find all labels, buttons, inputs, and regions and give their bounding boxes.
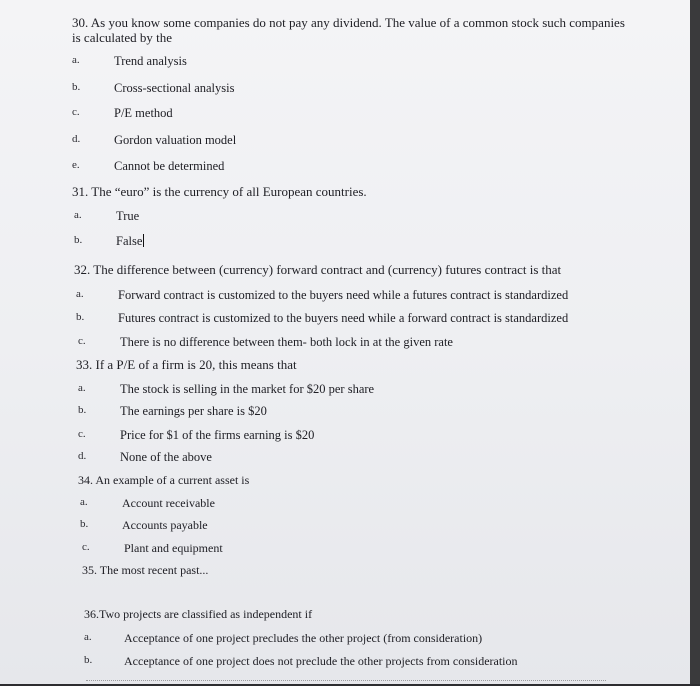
option-letter: a. bbox=[80, 496, 88, 508]
option-text: The earnings per share is $20 bbox=[120, 404, 267, 418]
question-34: 34. An example of a current asset is bbox=[78, 473, 250, 487]
option-text: True bbox=[116, 209, 140, 223]
option-letter: a. bbox=[74, 209, 82, 221]
option-text: Account receivable bbox=[122, 496, 215, 510]
option-letter: a. bbox=[72, 54, 80, 66]
option-text: Forward contract is customized to the buyers need while a futures contract is standardized bbox=[118, 288, 569, 302]
option-letter: e. bbox=[72, 159, 80, 171]
option-letter: c. bbox=[78, 428, 86, 440]
option-text: Trend analysis bbox=[114, 54, 187, 68]
option-text: Futures contract is customized to the buyers need while a forward contract is standardized bbox=[118, 311, 569, 325]
option-text: P/E method bbox=[114, 106, 173, 120]
option-letter: d. bbox=[72, 133, 81, 145]
option-letter: b. bbox=[80, 518, 89, 530]
option-letter: b. bbox=[72, 81, 81, 93]
option-text: Gordon valuation model bbox=[114, 133, 237, 147]
text-cursor bbox=[143, 234, 144, 247]
question-31: 31. The “euro” is the currency of all European countries. bbox=[72, 184, 367, 199]
option-text: Acceptance of one project does not preclude the other projects from consideration bbox=[124, 654, 518, 668]
question-30: 30. As you know some companies do not pay any dividend. The value of a common stock such companies is calculated by the bbox=[72, 15, 625, 45]
option-letter: a. bbox=[84, 631, 92, 643]
option-letter: b. bbox=[76, 311, 85, 323]
option-letter: d. bbox=[78, 450, 87, 462]
option-letter: b. bbox=[84, 654, 93, 666]
question-36: 36.Two projects are classified as independent if bbox=[84, 607, 313, 621]
option-letter: a. bbox=[78, 382, 86, 394]
option-text: Cannot be determined bbox=[114, 159, 225, 173]
option-text: Cross-sectional analysis bbox=[114, 81, 235, 95]
option-text: Plant and equipment bbox=[124, 541, 223, 555]
option-letter: c. bbox=[72, 106, 80, 118]
option-letter: a. bbox=[76, 288, 84, 300]
option-text: There is no difference between them- both lock in at the given rate bbox=[120, 335, 453, 349]
question-33: 33. If a P/E of a firm is 20, this means that bbox=[76, 357, 297, 372]
option-letter: c. bbox=[82, 541, 90, 553]
option-letter: b. bbox=[78, 404, 87, 416]
question-32: 32. The difference between (currency) forward contract and (currency) futures contract is that bbox=[74, 262, 562, 277]
option-text: Accounts payable bbox=[122, 518, 208, 532]
option-letter: b. bbox=[74, 234, 83, 246]
option-text: False bbox=[116, 234, 143, 248]
option-letter: c. bbox=[78, 335, 86, 347]
option-text: None of the above bbox=[120, 450, 212, 464]
question-35: 35. The most recent past... bbox=[82, 563, 209, 577]
option-text: Price for $1 of the firms earning is $20 bbox=[120, 428, 315, 442]
option-text: The stock is selling in the market for $20 per share bbox=[120, 382, 375, 396]
option-text: Acceptance of one project precludes the other project (from consideration) bbox=[124, 631, 483, 645]
